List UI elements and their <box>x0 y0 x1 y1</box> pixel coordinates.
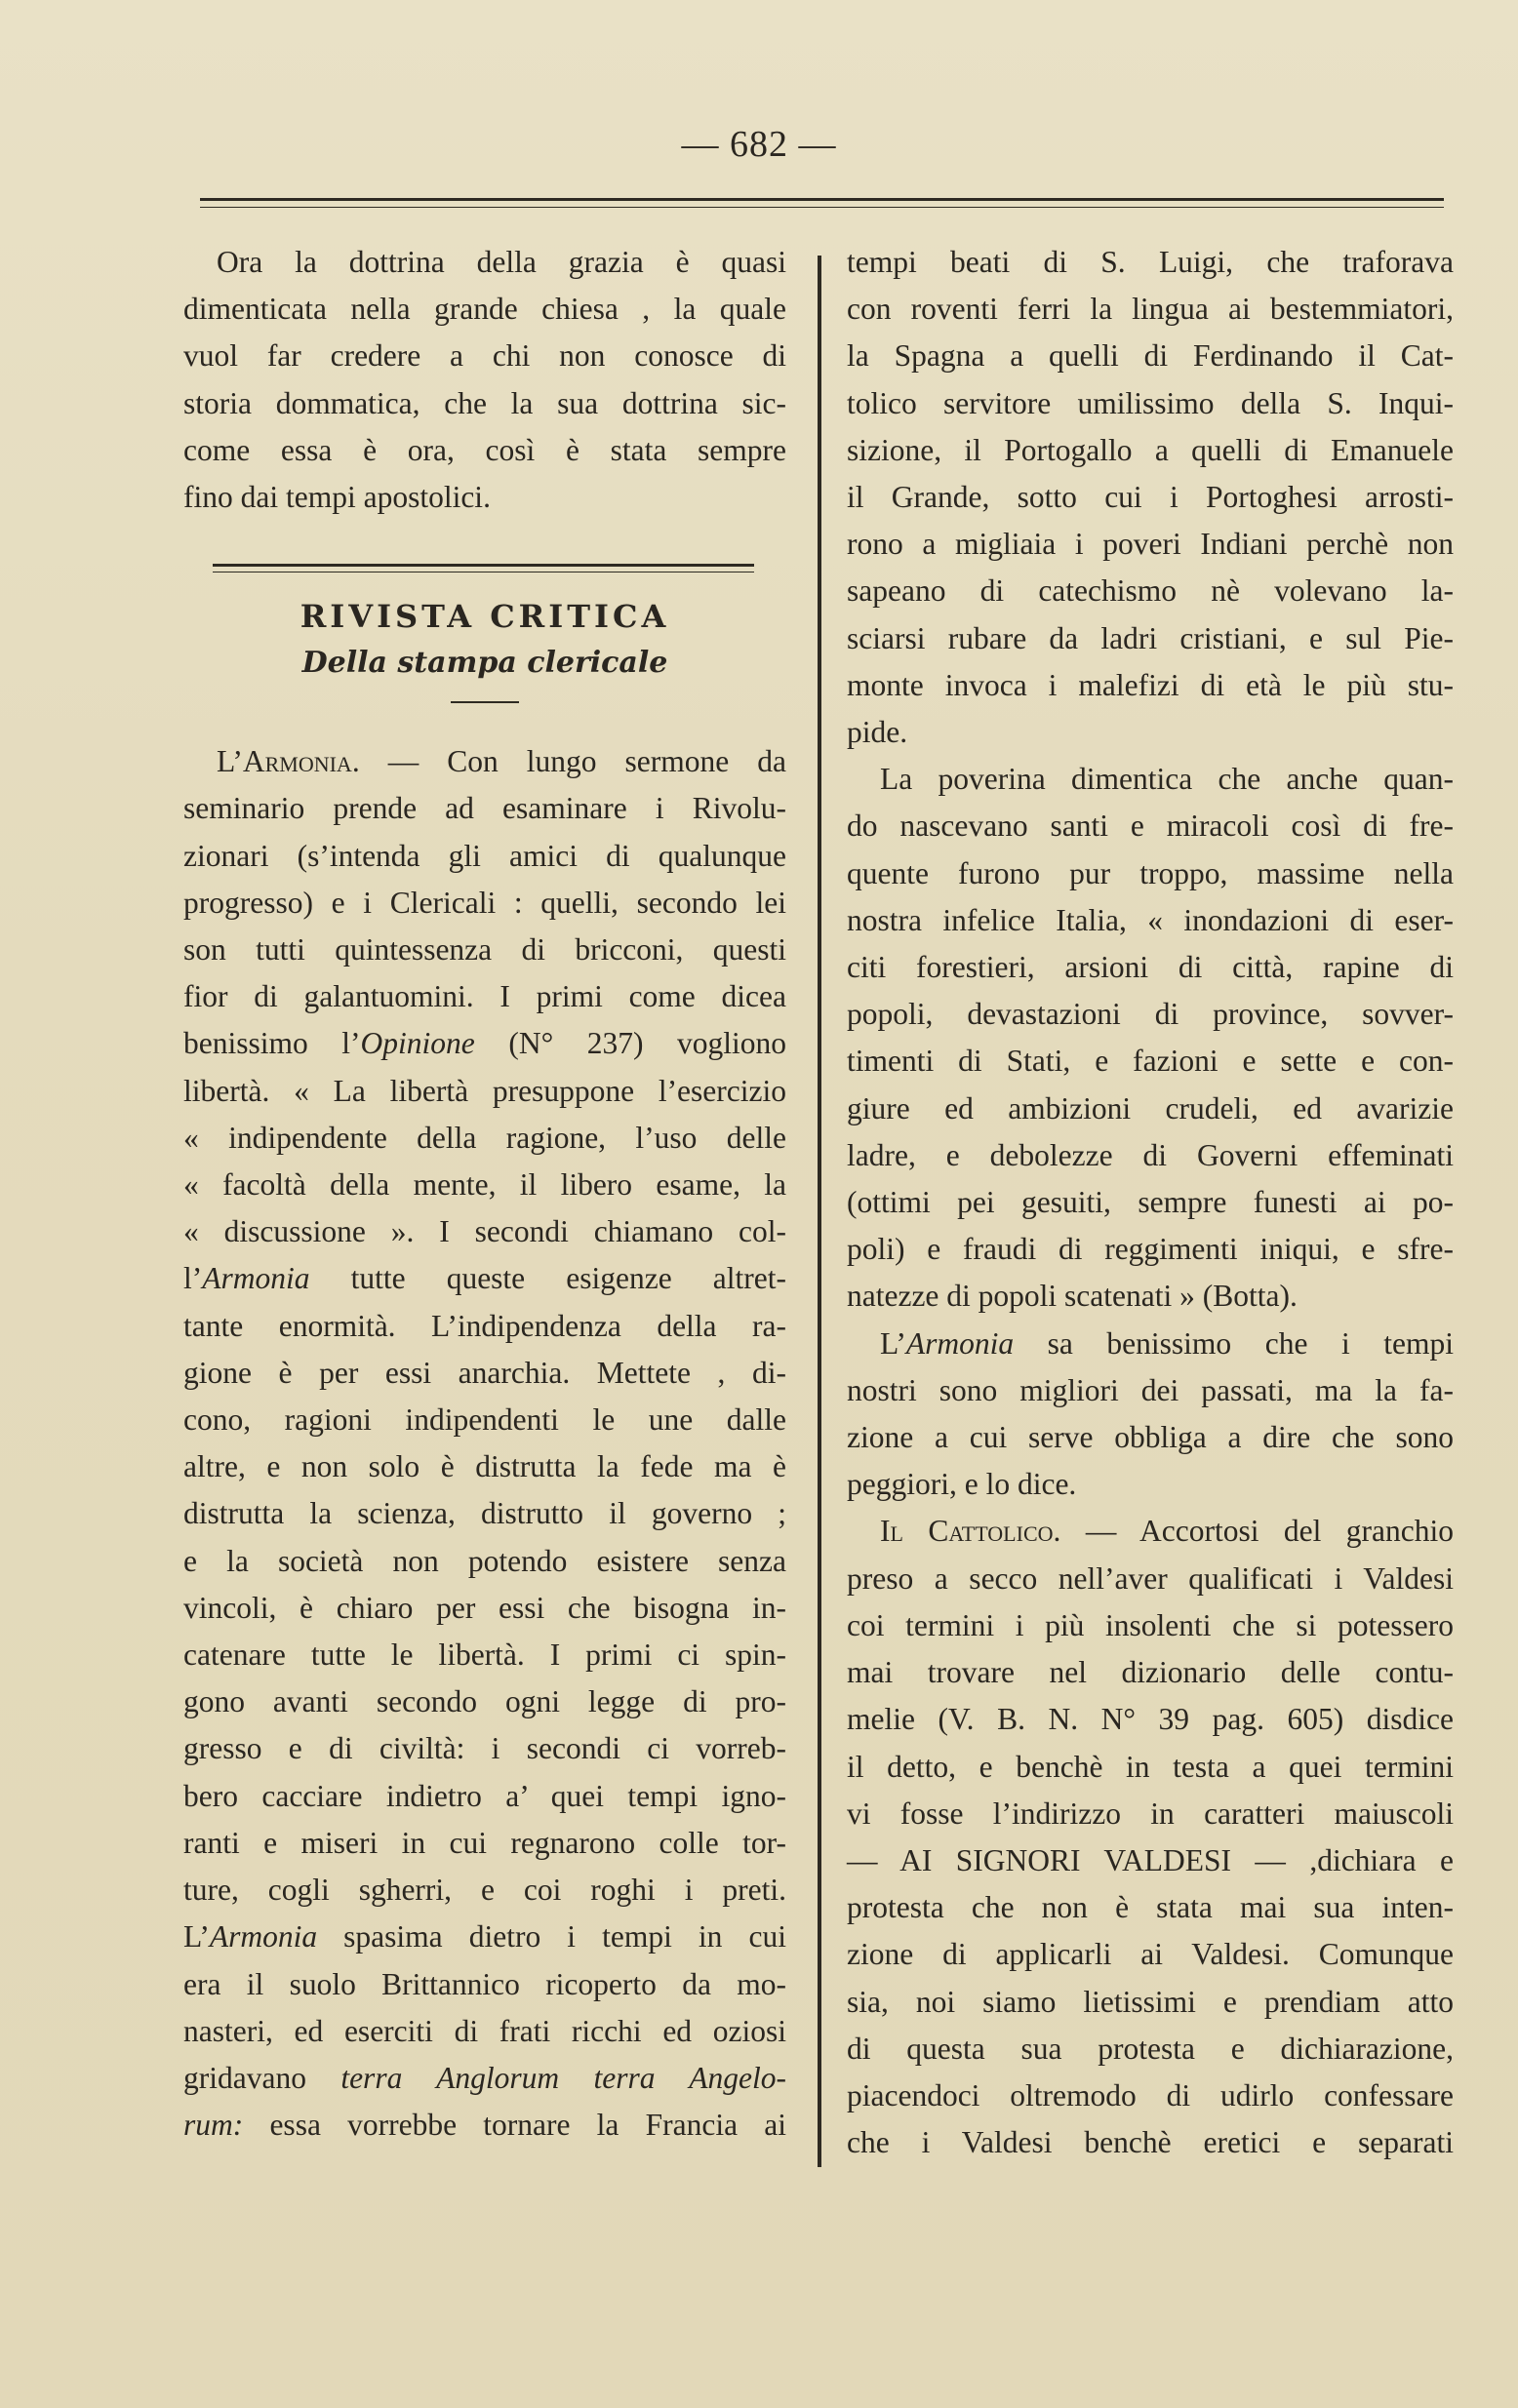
text-line: L’Armonia sa benissimo che i tempi <box>880 1325 1454 1361</box>
text-line: Ora la dottrina della grazia è quasi <box>217 245 786 279</box>
text-line: melie (V. B. N. N° 39 pag. 605) disdice <box>847 1702 1454 1737</box>
text-line: vi fosse l’indirizzo in caratteri maiuscoli <box>847 1796 1454 1831</box>
section-title: RIVISTA CRITICA <box>300 598 670 636</box>
text-line: vincoli, è chiaro per essi che bisogna in- <box>183 1590 786 1625</box>
text-line: che i Valdesi benchè eretici e separati <box>847 2125 1454 2160</box>
text-line: nasteri, ed eserciti di frati ricchi ed oziosi <box>183 2013 786 2048</box>
text-line: mai trovare nel dizionario delle contu- <box>847 1655 1454 1690</box>
text-line: gridavano terra Anglorum terra Angelo- <box>183 2060 786 2095</box>
text-line: storia dommatica, che la sua dottrina sic- <box>183 385 786 420</box>
text-line: zione a cui serve obbliga a dire che sono <box>847 1420 1454 1455</box>
text-line: zione di applicarli ai Valdesi. Comunque <box>847 1937 1454 1972</box>
text-line: libertà. « La libertà presuppone l’esercizio <box>183 1073 786 1108</box>
paragraph-cattolico <box>847 1508 1454 2166</box>
text-line: ladre, e debolezze di Governi effeminati <box>847 1137 1454 1172</box>
text-line: catenare tutte le libertà. I primi ci spin- <box>183 1638 786 1673</box>
text-line: fino dai tempi apostolici. <box>183 480 491 515</box>
paragraph-tempi-beati <box>847 239 1454 756</box>
paragraph-poverina <box>847 756 1454 1320</box>
italic-phrase: rum: <box>183 2108 244 2143</box>
text-line: rono a migliaia i poveri Indiani perchè non <box>847 527 1454 562</box>
source-name: Il Cattolico. <box>880 1514 1061 1549</box>
text-line: La poverina dimentica che anche quan- <box>880 762 1454 797</box>
text-line: quente furono pur troppo, massime nella <box>847 855 1454 890</box>
text-line: come essa è ora, così è stata sempre <box>183 432 786 467</box>
short-rule <box>451 701 519 703</box>
text-line: vuol far credere a chi non conosce di <box>183 338 786 374</box>
section-rule <box>213 564 754 572</box>
text-line: — AI SIGNORI VALDESI — ,dichiara e <box>847 1842 1454 1877</box>
text-line: sia, noi siamo lietissimi e prendiam atto <box>847 1984 1454 2019</box>
text-line: do nascevano santi e miracoli così di fre- <box>847 809 1454 844</box>
text-line: con roventi ferri la lingua ai bestemmiatori, <box>847 292 1454 327</box>
text-line: progresso) e i Clericali : quelli, secondo lei <box>183 885 786 920</box>
text-line: fior di galantuomini. I primi come dicea <box>183 979 786 1014</box>
text-line: poli) e fraudi di reggimenti iniqui, e sfre- <box>847 1232 1454 1267</box>
text-line: natezze di popoli scatenati » (Botta). <box>847 1279 1298 1314</box>
section-subtitle: Della stampa clericale <box>301 646 668 681</box>
paragraph-dottrina <box>183 239 786 521</box>
text-line: preso a secco nell’aver qualificati i Valdesi <box>847 1560 1454 1596</box>
text-line: gresso e di civiltà: i secondi ci vorreb- <box>183 1731 786 1766</box>
text-line: (ottimi pei gesuiti, sempre funesti ai po- <box>847 1185 1454 1220</box>
italic-source: Armonia <box>209 1919 318 1954</box>
text-line: dimenticata nella grande chiesa , la quale <box>183 292 786 327</box>
text-line: era il suolo Brittannico ricoperto da mo- <box>183 1966 786 2001</box>
text-line: timenti di Stati, e fazioni e sette e con- <box>847 1044 1454 1079</box>
italic-phrase: terra Anglorum terra Angelo- <box>340 2060 786 2095</box>
text-line: sapeano di catechismo nè volevano la- <box>847 573 1454 609</box>
text-line: zionari (s’intenda gli amici di qualunque <box>183 838 786 873</box>
italic-source: Armonia <box>905 1325 1015 1361</box>
text-line: benissimo l’Opinione (N° 237) vogliono <box>183 1026 786 1061</box>
text-line: sciarsi rubare da ladri cristiani, e sul Pie- <box>847 620 1454 655</box>
header-rule <box>200 198 1444 208</box>
text-line: « facoltà della mente, il libero esame, la <box>183 1167 786 1203</box>
text-line: gione è per essi anarchia. Mettete , di- <box>183 1355 786 1390</box>
paragraph-armonia <box>183 738 786 2149</box>
text-line: « discussione ». I secondi chiamano col- <box>183 1214 786 1249</box>
text-line: tolico servitore umilissimo della S. Inqui- <box>847 385 1454 420</box>
paragraph-armonia-sa <box>847 1321 1454 1509</box>
text-line: tempi beati di S. Luigi, che traforava <box>847 245 1454 279</box>
text-line: il Grande, sotto cui i Portoghesi arrosti- <box>847 480 1454 515</box>
text-line: peggiori, e lo dice. <box>847 1467 1077 1502</box>
text-line: Il Cattolico. — Accortosi del granchio <box>880 1514 1454 1549</box>
text-line: sizione, il Portogallo a quelli di Emanuele <box>847 432 1454 467</box>
right-column <box>847 239 1454 2166</box>
text-line: di questa sua protesta e dichiarazione, <box>847 2031 1454 2066</box>
text-line: nostri sono migliori dei passati, ma la fa- <box>847 1372 1454 1407</box>
text-line: nostra infelice Italia, « inondazioni di eser- <box>847 902 1454 937</box>
source-name: L’Armonia. <box>217 744 360 779</box>
text-line: piacendoci oltremodo di udirlo confessare <box>847 2077 1454 2112</box>
column-divider <box>818 256 821 2167</box>
text-line: rum: essa vorrebbe tornare la Francia ai <box>183 2108 786 2143</box>
text-line: altre, e non solo è distrutta la fede ma è <box>183 1449 786 1484</box>
text-line: monte invoca i malefizi di età le più stu- <box>847 667 1454 702</box>
text-line: la Spagna a quelli di Ferdinando il Cat- <box>847 338 1454 374</box>
text-line: cono, ragioni indipendenti le une dalle <box>183 1402 786 1438</box>
text-line: coi termini i più insolenti che si potessero <box>847 1607 1454 1642</box>
text-line: distrutta la scienza, distrutto il governo ; <box>183 1496 786 1531</box>
text-line: bero cacciare indietro a’ quei tempi igno- <box>183 1778 786 1813</box>
text-line: popoli, devastazioni di province, sovver- <box>847 997 1454 1032</box>
text-line: « indipendente della ragione, l’uso delle <box>183 1120 786 1155</box>
text-line: ranti e miseri in cui regnarono colle tor- <box>183 1825 786 1860</box>
text-line: l’Armonia tutte queste esigenze altret- <box>183 1261 786 1296</box>
text-line: e la società non potendo esistere senza <box>183 1543 786 1578</box>
text-line: citi forestieri, arsioni di città, rapine di <box>847 950 1454 985</box>
page-number: — 682 — <box>681 124 837 165</box>
text-line: pide. <box>847 715 908 750</box>
text-line: giure ed ambizioni crudeli, ed avarizie <box>847 1090 1454 1125</box>
text-line: L’Armonia. — Con lungo sermone da <box>217 744 786 779</box>
italic-source: Opinione <box>360 1026 475 1061</box>
text-line: gono avanti secondo ogni legge di pro- <box>183 1684 786 1719</box>
left-column <box>183 239 786 2149</box>
text-line: ture, cogli sgherri, e coi roghi i preti. <box>183 1873 786 1908</box>
text-line: protesta che non è stata mai sua inten- <box>847 1890 1454 1925</box>
italic-source: Armonia <box>202 1261 310 1296</box>
text-line: tante enormità. L’indipendenza della ra- <box>183 1308 786 1343</box>
text-line: son tutti quintessenza di bricconi, questi <box>183 932 786 967</box>
text-line: il detto, e benchè in testa a quei termini <box>847 1749 1454 1784</box>
text-line: L’Armonia spasima dietro i tempi in cui <box>183 1919 786 1954</box>
text-line: seminario prende ad esaminare i Rivolu- <box>183 791 786 826</box>
